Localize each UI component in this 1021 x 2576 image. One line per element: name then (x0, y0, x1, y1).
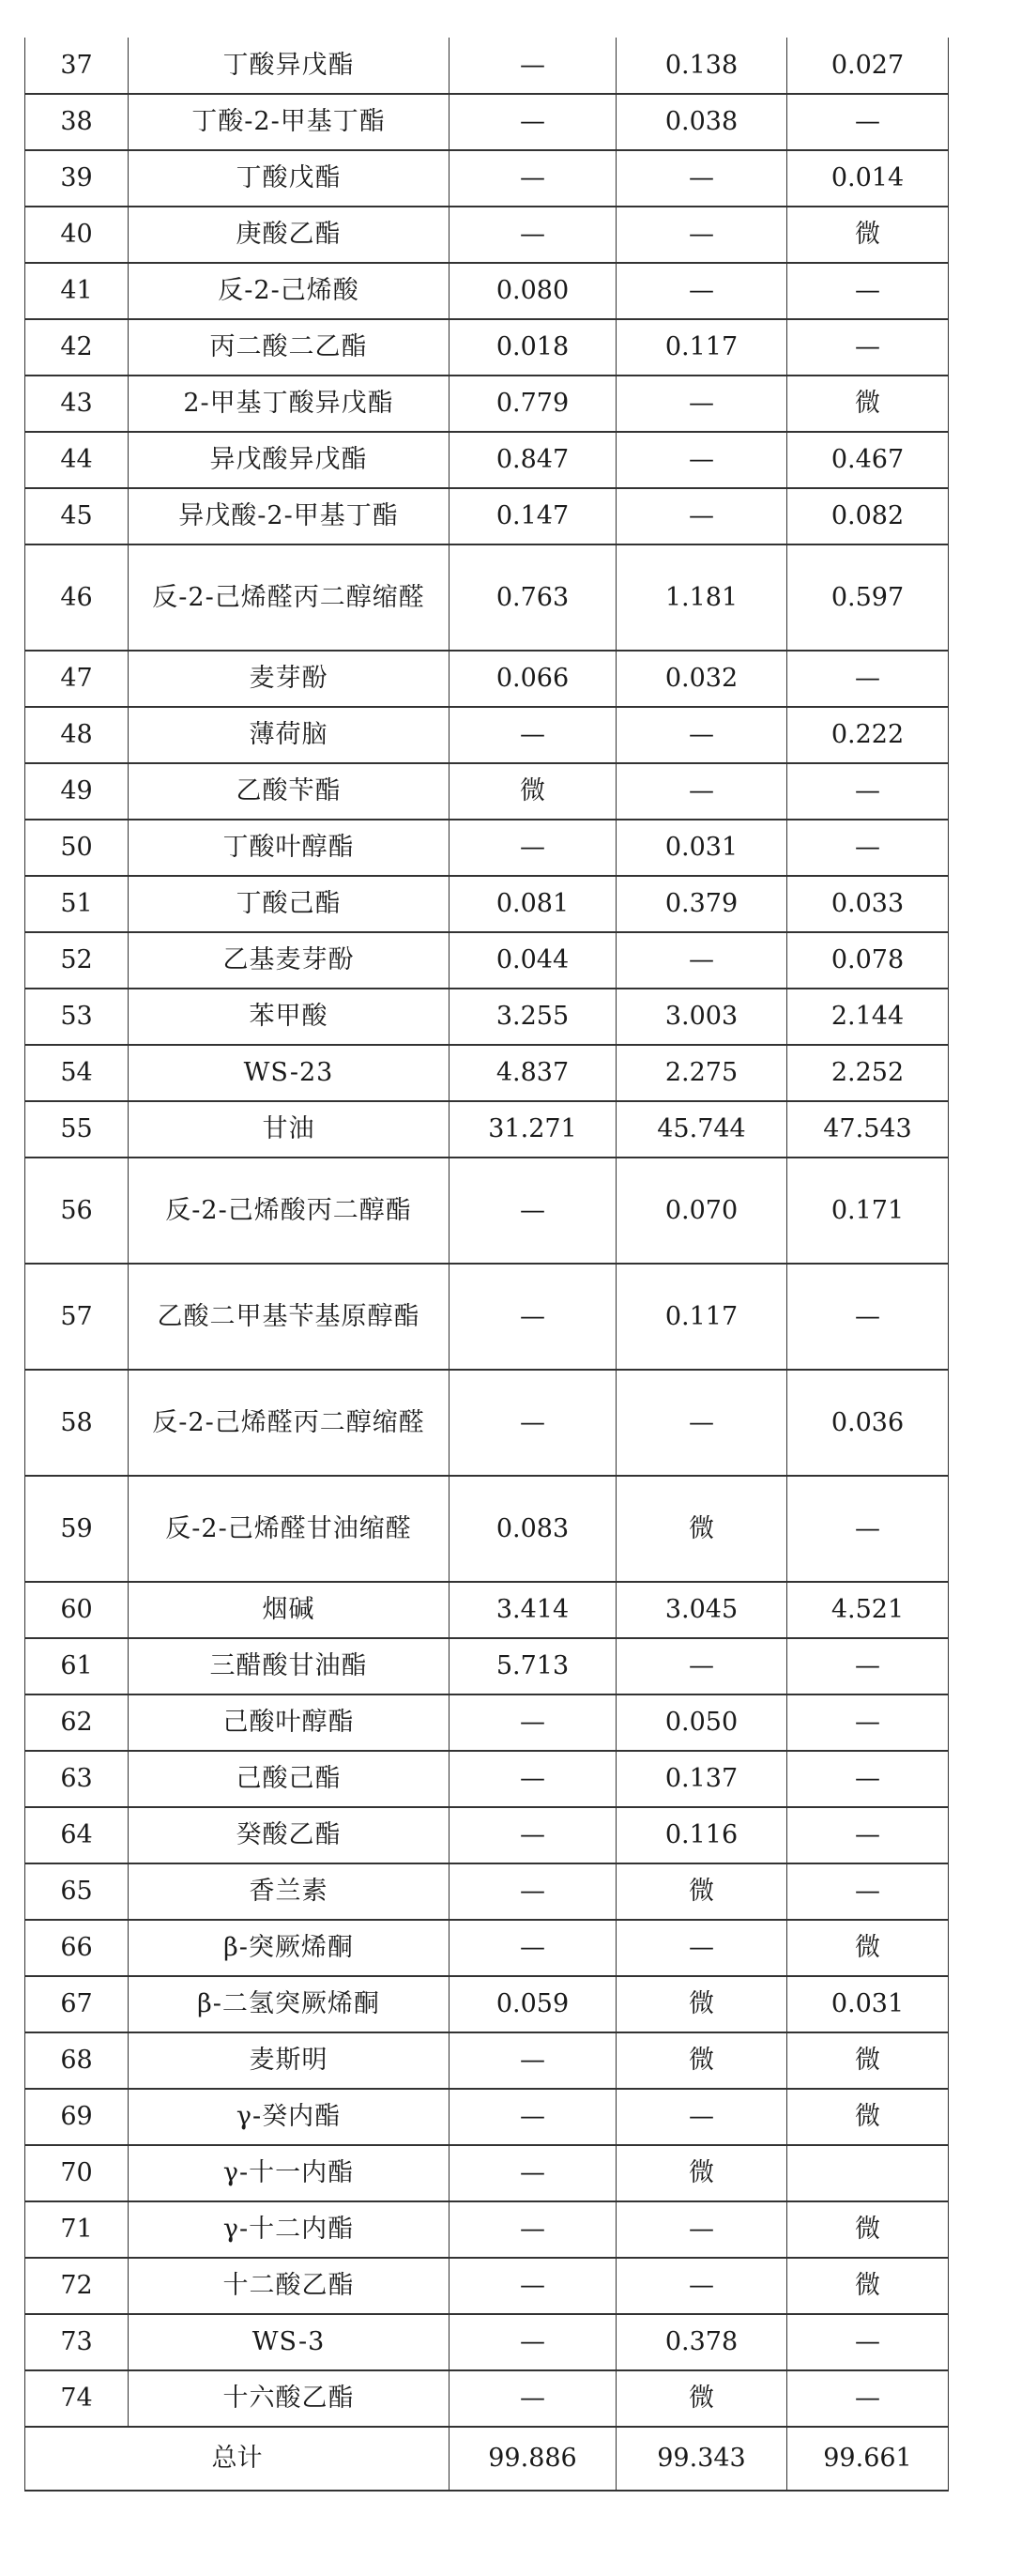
compound-name: 十二酸乙酯 (129, 2258, 450, 2314)
table-row (25, 150, 949, 207)
value-sample-3: 47.543 (787, 1101, 949, 1158)
value-sample-1: — (450, 150, 617, 207)
table-row (25, 1158, 949, 1264)
value-sample-1: 0.081 (450, 876, 617, 932)
value-sample-3: 微 (787, 2201, 949, 2258)
value-sample-2: — (617, 2201, 787, 2258)
value-sample-3: 微 (787, 2032, 949, 2089)
value-sample-2: — (617, 207, 787, 263)
value-sample-3: 0.078 (787, 932, 949, 989)
compound-name: 麦芽酚 (129, 651, 450, 707)
value-sample-2: — (617, 263, 787, 319)
value-sample-1: — (450, 38, 617, 94)
value-sample-3: 微 (787, 1920, 949, 1976)
value-sample-1: 0.083 (450, 1476, 617, 1582)
row-number: 51 (25, 876, 129, 932)
value-sample-3: — (787, 94, 949, 150)
compound-name: 三醋酸甘油酯 (129, 1638, 450, 1694)
value-sample-3: 微 (787, 207, 949, 263)
row-number: 68 (25, 2032, 129, 2089)
table-row (25, 1751, 949, 1807)
row-number: 69 (25, 2089, 129, 2145)
value-sample-3: 0.171 (787, 1158, 949, 1264)
value-sample-3: — (787, 763, 949, 820)
table-row (25, 876, 949, 932)
value-sample-2: 2.275 (617, 1045, 787, 1101)
row-number: 70 (25, 2145, 129, 2201)
row-number: 72 (25, 2258, 129, 2314)
table-row (25, 1976, 949, 2032)
row-number: 65 (25, 1863, 129, 1920)
compound-name: 烟碱 (129, 1582, 450, 1638)
value-sample-3 (787, 2145, 949, 2201)
table-row (25, 820, 949, 876)
table-row (25, 1638, 949, 1694)
value-sample-1: 0.066 (450, 651, 617, 707)
value-sample-1: 0.080 (450, 263, 617, 319)
compound-name: γ-癸内酯 (129, 2089, 450, 2145)
table-row (25, 319, 949, 376)
row-number: 38 (25, 94, 129, 150)
value-sample-2: 微 (617, 1976, 787, 2032)
value-sample-3: 0.036 (787, 1370, 949, 1476)
table-row (25, 1476, 949, 1582)
value-sample-1: — (450, 1751, 617, 1807)
table-row (25, 1863, 949, 1920)
compound-name: 反-2-己烯醛甘油缩醛 (129, 1476, 450, 1582)
value-sample-1: — (450, 2032, 617, 2089)
compound-name: 丁酸戊酯 (129, 150, 450, 207)
compound-name: 乙基麦芽酚 (129, 932, 450, 989)
table-row (25, 2089, 949, 2145)
value-sample-1: 0.044 (450, 932, 617, 989)
value-sample-2: 45.744 (617, 1101, 787, 1158)
data-table (24, 38, 949, 2492)
value-sample-1: — (450, 707, 617, 763)
value-sample-2: 0.379 (617, 876, 787, 932)
compound-name: 乙酸二甲基苄基原醇酯 (129, 1264, 450, 1370)
value-sample-1: 0.059 (450, 1976, 617, 2032)
compound-name: 反-2-己烯醛丙二醇缩醛 (129, 544, 450, 651)
total-value-sample-1: 99.886 (450, 2427, 617, 2491)
value-sample-2: — (617, 1638, 787, 1694)
compound-name: 十六酸乙酯 (129, 2370, 450, 2427)
row-number: 55 (25, 1101, 129, 1158)
value-sample-1: 0.018 (450, 319, 617, 376)
row-number: 60 (25, 1582, 129, 1638)
compound-name: 庚酸乙酯 (129, 207, 450, 263)
value-sample-2: 微 (617, 2145, 787, 2201)
row-number: 50 (25, 820, 129, 876)
row-number: 57 (25, 1264, 129, 1370)
row-number: 61 (25, 1638, 129, 1694)
table-row (25, 1045, 949, 1101)
compound-name: 苯甲酸 (129, 989, 450, 1045)
table-row (25, 651, 949, 707)
value-sample-1: — (450, 207, 617, 263)
value-sample-2: — (617, 488, 787, 544)
compound-name: 丁酸-2-甲基丁酯 (129, 94, 450, 150)
compound-name: γ-十一内酯 (129, 2145, 450, 2201)
compound-name: 香兰素 (129, 1863, 450, 1920)
row-number: 71 (25, 2201, 129, 2258)
row-number: 48 (25, 707, 129, 763)
compound-name: β-二氢突厥烯酮 (129, 1976, 450, 2032)
value-sample-1: — (450, 1264, 617, 1370)
table-row (25, 488, 949, 544)
value-sample-2: 微 (617, 1476, 787, 1582)
value-sample-1: — (450, 1807, 617, 1863)
value-sample-1: — (450, 2370, 617, 2427)
value-sample-2: — (617, 932, 787, 989)
value-sample-2: 0.031 (617, 820, 787, 876)
compound-name: 反-2-己烯酸丙二醇酯 (129, 1158, 450, 1264)
value-sample-2: 3.045 (617, 1582, 787, 1638)
row-number: 56 (25, 1158, 129, 1264)
value-sample-3: 0.031 (787, 1976, 949, 2032)
total-value-sample-2: 99.343 (617, 2427, 787, 2491)
value-sample-1: — (450, 94, 617, 150)
value-sample-3: 微 (787, 2258, 949, 2314)
value-sample-2: 0.138 (617, 38, 787, 94)
compound-name: 甘油 (129, 1101, 450, 1158)
value-sample-1: — (450, 1158, 617, 1264)
compound-name: 麦斯明 (129, 2032, 450, 2089)
value-sample-1: — (450, 1370, 617, 1476)
row-number: 66 (25, 1920, 129, 1976)
value-sample-2: 0.137 (617, 1751, 787, 1807)
value-sample-2: 0.378 (617, 2314, 787, 2370)
compound-name: β-突厥烯酮 (129, 1920, 450, 1976)
value-sample-2: — (617, 150, 787, 207)
value-sample-3: — (787, 1694, 949, 1751)
value-sample-2: — (617, 1370, 787, 1476)
compound-name: 2-甲基丁酸异戊酯 (129, 376, 450, 432)
value-sample-2: 微 (617, 1863, 787, 1920)
value-sample-3: — (787, 2314, 949, 2370)
value-sample-2: — (617, 2089, 787, 2145)
table-row (25, 94, 949, 150)
value-sample-3: — (787, 319, 949, 376)
value-sample-2: 0.070 (617, 1158, 787, 1264)
compound-name: WS-23 (129, 1045, 450, 1101)
value-sample-1: — (450, 2201, 617, 2258)
table-row (25, 544, 949, 651)
compound-name: 己酸己酯 (129, 1751, 450, 1807)
row-number: 46 (25, 544, 129, 651)
value-sample-2: — (617, 1920, 787, 1976)
value-sample-3: — (787, 1264, 949, 1370)
table-row (25, 1694, 949, 1751)
row-number: 37 (25, 38, 129, 94)
table-row (25, 2145, 949, 2201)
value-sample-2: 微 (617, 2032, 787, 2089)
total-label: 总计 (25, 2427, 450, 2491)
compound-name: γ-十二内酯 (129, 2201, 450, 2258)
value-sample-2: — (617, 432, 787, 488)
value-sample-2: 1.181 (617, 544, 787, 651)
value-sample-1: — (450, 2089, 617, 2145)
value-sample-2: 微 (617, 2370, 787, 2427)
value-sample-1: 0.763 (450, 544, 617, 651)
value-sample-3: — (787, 1863, 949, 1920)
row-number: 54 (25, 1045, 129, 1101)
compound-name: 丙二酸二乙酯 (129, 319, 450, 376)
value-sample-2: 3.003 (617, 989, 787, 1045)
row-number: 47 (25, 651, 129, 707)
compound-name: 反-2-己烯酸 (129, 263, 450, 319)
value-sample-3: 微 (787, 376, 949, 432)
value-sample-3: 0.467 (787, 432, 949, 488)
value-sample-1: 5.713 (450, 1638, 617, 1694)
value-sample-3: — (787, 1476, 949, 1582)
table-row (25, 1807, 949, 1863)
compound-name: 己酸叶醇酯 (129, 1694, 450, 1751)
row-number: 62 (25, 1694, 129, 1751)
compound-name: 异戊酸异戊酯 (129, 432, 450, 488)
row-number: 40 (25, 207, 129, 263)
table-row (25, 207, 949, 263)
compound-name: 癸酸乙酯 (129, 1807, 450, 1863)
row-number: 59 (25, 1476, 129, 1582)
table-row (25, 38, 949, 94)
row-number: 67 (25, 1976, 129, 2032)
value-sample-2: — (617, 707, 787, 763)
row-number: 41 (25, 263, 129, 319)
value-sample-2: 0.050 (617, 1694, 787, 1751)
value-sample-1: 微 (450, 763, 617, 820)
value-sample-1: — (450, 2258, 617, 2314)
table-row (25, 2032, 949, 2089)
table-row (25, 2370, 949, 2427)
row-number: 43 (25, 376, 129, 432)
value-sample-2: 0.117 (617, 319, 787, 376)
value-sample-3: 0.082 (787, 488, 949, 544)
total-value-sample-3: 99.661 (787, 2427, 949, 2491)
value-sample-1: — (450, 2145, 617, 2201)
value-sample-2: 0.032 (617, 651, 787, 707)
value-sample-1: — (450, 820, 617, 876)
value-sample-1: — (450, 2314, 617, 2370)
table-row (25, 932, 949, 989)
table-row (25, 1582, 949, 1638)
table-row (25, 1264, 949, 1370)
table-row (25, 2258, 949, 2314)
value-sample-1: 0.847 (450, 432, 617, 488)
compound-name: 反-2-己烯醛丙二醇缩醛 (129, 1370, 450, 1476)
table-row (25, 2201, 949, 2258)
row-number: 58 (25, 1370, 129, 1476)
value-sample-2: — (617, 2258, 787, 2314)
table-row (25, 707, 949, 763)
compound-name: 丁酸叶醇酯 (129, 820, 450, 876)
value-sample-3: 0.033 (787, 876, 949, 932)
value-sample-3: 2.252 (787, 1045, 949, 1101)
value-sample-3: — (787, 1751, 949, 1807)
value-sample-2: 0.038 (617, 94, 787, 150)
value-sample-3: 2.144 (787, 989, 949, 1045)
value-sample-3: — (787, 1638, 949, 1694)
table-row (25, 432, 949, 488)
compound-name: 薄荷脑 (129, 707, 450, 763)
value-sample-2: 0.116 (617, 1807, 787, 1863)
value-sample-2: — (617, 763, 787, 820)
table-row (25, 376, 949, 432)
table-row (25, 1920, 949, 1976)
value-sample-2: — (617, 376, 787, 432)
value-sample-3: 4.521 (787, 1582, 949, 1638)
value-sample-3: — (787, 2370, 949, 2427)
value-sample-1: 4.837 (450, 1045, 617, 1101)
total-row (25, 2427, 949, 2491)
table-row (25, 1101, 949, 1158)
row-number: 52 (25, 932, 129, 989)
value-sample-3: — (787, 263, 949, 319)
value-sample-1: 0.779 (450, 376, 617, 432)
value-sample-1: — (450, 1694, 617, 1751)
compound-name: 乙酸苄酯 (129, 763, 450, 820)
value-sample-1: 31.271 (450, 1101, 617, 1158)
value-sample-3: 0.222 (787, 707, 949, 763)
value-sample-3: 微 (787, 2089, 949, 2145)
value-sample-1: — (450, 1920, 617, 1976)
value-sample-3: — (787, 820, 949, 876)
compound-name: 丁酸己酯 (129, 876, 450, 932)
compound-name: 丁酸异戊酯 (129, 38, 450, 94)
value-sample-2: 0.117 (617, 1264, 787, 1370)
value-sample-1: 0.147 (450, 488, 617, 544)
value-sample-3: 0.014 (787, 150, 949, 207)
table-row (25, 763, 949, 820)
row-number: 74 (25, 2370, 129, 2427)
row-number: 42 (25, 319, 129, 376)
table-row (25, 2314, 949, 2370)
table-row (25, 263, 949, 319)
compound-name: 异戊酸-2-甲基丁酯 (129, 488, 450, 544)
row-number: 73 (25, 2314, 129, 2370)
value-sample-3: — (787, 651, 949, 707)
row-number: 49 (25, 763, 129, 820)
value-sample-1: — (450, 1863, 617, 1920)
value-sample-1: 3.414 (450, 1582, 617, 1638)
value-sample-1: 3.255 (450, 989, 617, 1045)
compound-name: WS-3 (129, 2314, 450, 2370)
row-number: 64 (25, 1807, 129, 1863)
value-sample-3: — (787, 1807, 949, 1863)
table-row (25, 1370, 949, 1476)
row-number: 53 (25, 989, 129, 1045)
row-number: 63 (25, 1751, 129, 1807)
row-number: 39 (25, 150, 129, 207)
row-number: 44 (25, 432, 129, 488)
table-row (25, 989, 949, 1045)
table-body (25, 38, 949, 2491)
value-sample-3: 0.027 (787, 38, 949, 94)
value-sample-3: 0.597 (787, 544, 949, 651)
row-number: 45 (25, 488, 129, 544)
